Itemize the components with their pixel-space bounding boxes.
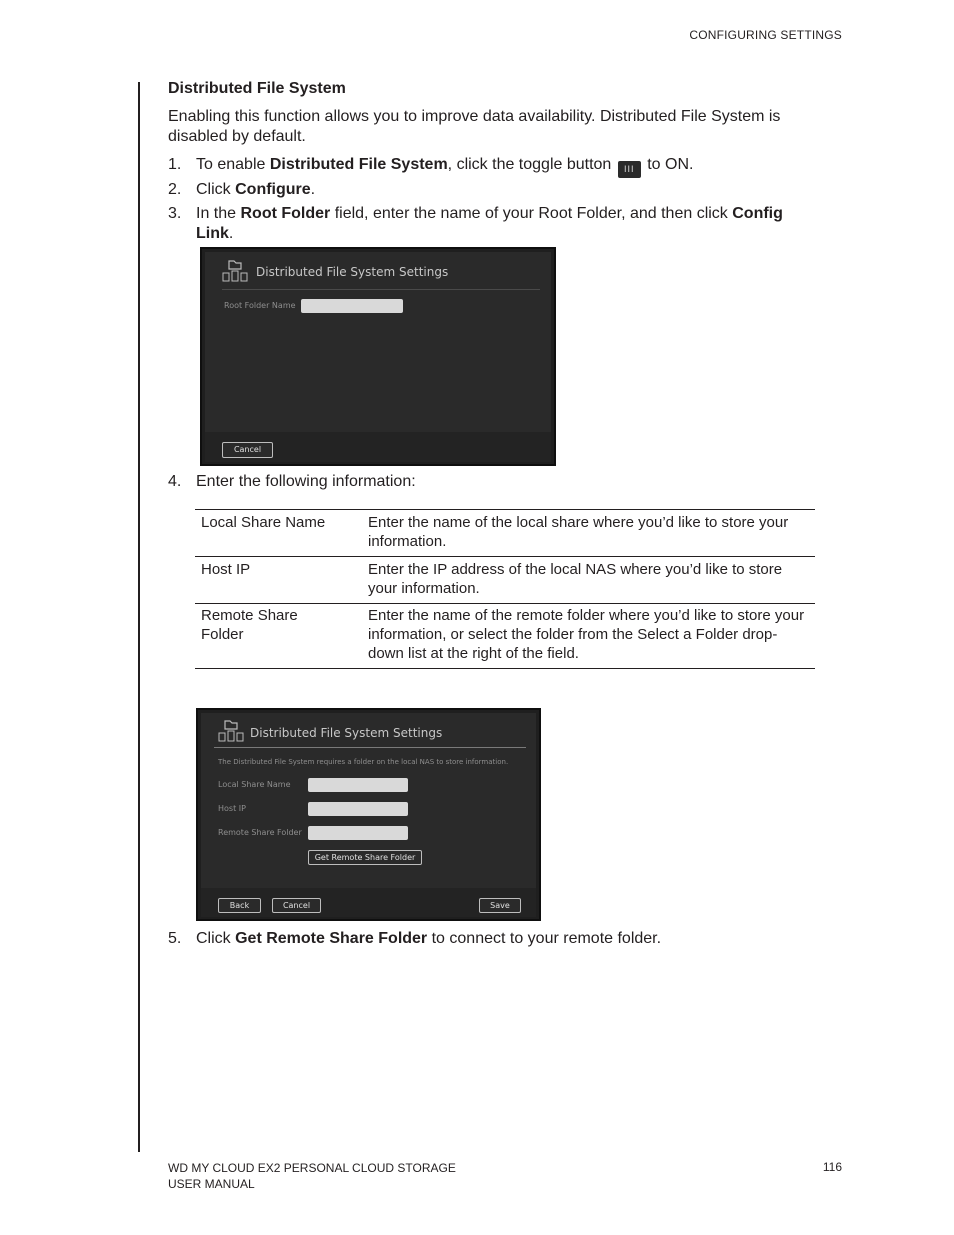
- step-number: 1.: [168, 156, 182, 173]
- cancel-button[interactable]: Cancel: [272, 898, 321, 913]
- host-ip-input[interactable]: [308, 802, 408, 816]
- table-cell-desc: Enter the IP address of the local NAS where you’d like to store your information.: [368, 561, 783, 597]
- table-cell-field: Remote Share Folder: [201, 607, 298, 643]
- dfs-settings-dialog-screenshot: [196, 708, 541, 921]
- step-text: To enable Distributed File System, click the toggle button III to ON.: [196, 155, 816, 178]
- remote-share-label: Remote Share Folder: [218, 828, 302, 837]
- table-row: [195, 510, 815, 557]
- back-button[interactable]: Back: [218, 898, 261, 913]
- dialog-title: Distributed File System Settings: [250, 726, 443, 740]
- intro-paragraph: Enabling this function allows you to improve data availability. Distributed File System is disabled by default.: [168, 108, 781, 145]
- table-cell-desc: Enter the name of the remote folder where you’d like to store your information, or select the folder from the Select a Folder drop-down list at the right of the field.: [368, 607, 805, 662]
- local-share-input[interactable]: [308, 778, 408, 792]
- dfs-folder-icon: [218, 719, 244, 745]
- page-number: 116: [822, 1160, 842, 1174]
- section-heading: Distributed File System: [168, 80, 346, 97]
- root-folder-dialog-screenshot: [200, 247, 556, 466]
- step-number: 2.: [168, 181, 182, 198]
- table-row: [195, 604, 815, 669]
- local-share-label: Local Share Name: [218, 780, 291, 789]
- save-button[interactable]: Save: [479, 898, 521, 913]
- dfs-note: The Distributed File System requires a folder on the local NAS to store information.: [218, 758, 509, 766]
- step-text: Click Configure.: [196, 181, 316, 198]
- toggle-button-icon: III: [618, 161, 641, 178]
- step-number: 3.: [168, 205, 182, 222]
- cancel-button[interactable]: Cancel: [222, 442, 273, 458]
- table-row: [195, 557, 815, 604]
- step-text: Click Get Remote Share Folder to connect to your remote folder.: [196, 930, 662, 947]
- info-table: [195, 509, 815, 669]
- step-text: In the Root Folder field, enter the name of your Root Folder, and then click Config Link.: [196, 205, 783, 242]
- table-cell-desc: Enter the name of the local share where you’d like to store your information.: [368, 514, 789, 550]
- table-cell-field: Host IP: [201, 561, 251, 578]
- host-ip-label: Host IP: [218, 804, 246, 813]
- dfs-folder-icon: [222, 259, 248, 285]
- margin-rule: [138, 82, 140, 1152]
- root-folder-label: Root Folder Name: [224, 301, 296, 310]
- get-remote-share-folder-button[interactable]: Get Remote Share Folder: [308, 850, 422, 865]
- footer-title: [168, 1160, 456, 1192]
- title-divider: [214, 747, 526, 748]
- remote-share-input[interactable]: [308, 826, 408, 840]
- step-number: 5.: [168, 930, 182, 947]
- step-text: Enter the following information:: [196, 473, 416, 490]
- title-divider: [222, 289, 540, 290]
- section-header: CONFIGURING SETTINGS: [689, 28, 842, 42]
- step-3: [168, 204, 818, 244]
- footer-line-1: WD MY CLOUD EX2 PERSONAL CLOUD STORAGE: [168, 1161, 456, 1175]
- root-folder-input[interactable]: [301, 299, 403, 313]
- footer-line-2: USER MANUAL: [168, 1177, 255, 1191]
- dialog-title: Distributed File System Settings: [256, 265, 449, 279]
- table-cell-field: Local Share Name: [201, 514, 326, 531]
- step-number: 4.: [168, 473, 182, 490]
